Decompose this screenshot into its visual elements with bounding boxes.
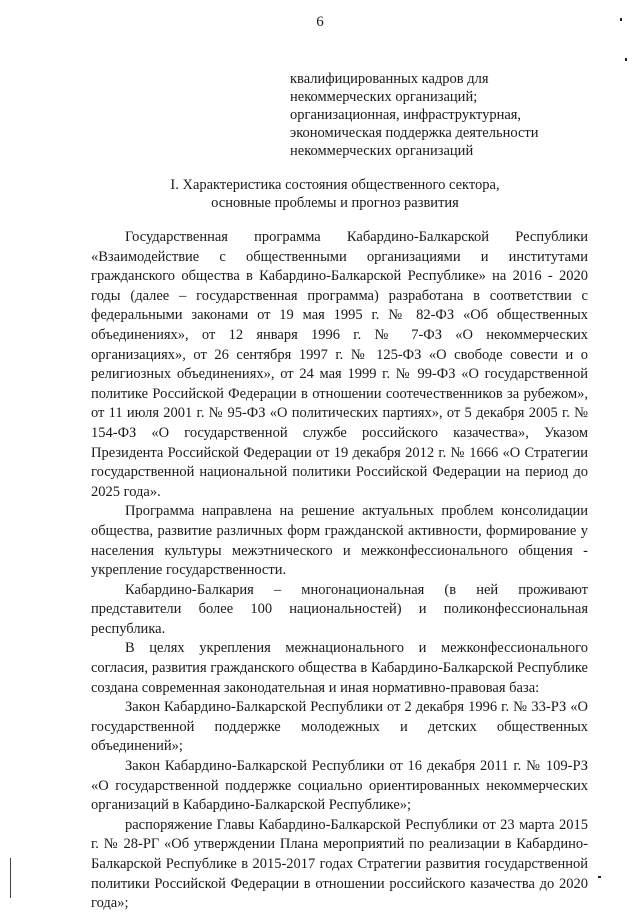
scan-mark	[625, 58, 627, 61]
section-heading-line: основные проблемы и прогноз развития	[211, 195, 459, 211]
continued-line: квалифицированных кадров для	[290, 71, 489, 87]
paragraph: В целях укрепления межнационального и межконфессионального согласия, развития гражданского общества в Кабардино-Балкарской Республике создана современная законодательная и иная нормативно-правовая база:	[91, 640, 588, 696]
paragraph: Закон Кабардино-Балкарской Республики от 16 декабря 2011 г. № 109-РЗ «О государственной поддержке социально ориентированных некоммерческих организаций в Кабардино-Балкарской Республике»;	[91, 758, 588, 814]
paragraph: Закон Кабардино-Балкарской Республики от 2 декабря 1996 г. № 33-РЗ «О государственной поддержке молодежных и детских общественных объединений»;	[91, 699, 588, 755]
continued-line: организационная, инфраструктурная,	[290, 107, 522, 123]
section-heading	[80, 176, 590, 212]
scan-mark	[10, 858, 11, 898]
continued-list-block	[290, 70, 580, 160]
scan-mark	[598, 876, 601, 878]
paragraph: Кабардино-Балкария – многонациональная (в ней проживают представители более 100 национальностей) и поликонфессиональная республика.	[91, 581, 588, 637]
body-text	[91, 228, 588, 914]
continued-line: некоммерческих организаций	[290, 143, 474, 159]
scan-mark	[620, 18, 622, 21]
page-number: 6	[316, 14, 324, 30]
continued-line: экономическая поддержка деятельности	[290, 125, 539, 141]
continued-line: некоммерческих организаций;	[290, 89, 478, 105]
paragraph: Государственная программа Кабардино-Балкарской Республики «Взаимодействие с общественными организациями и институтами гражданского общества в Кабардино-Балкарской Республике» на 2016 - 2020 годы (далее – государственная программа) разработана в соответствии с федеральными законами от 19 мая 1995 г. № 82-ФЗ «Об общественных объединениях», от 12 января 1996 г. № 7-ФЗ «О некоммерческих организациях», от 26 сентября 1997 г. № 125-ФЗ «О свободе совести и о религиозных объединениях», от 24 мая 1999 г. № 99-ФЗ «О государственной политике Российской Федерации в отношении соотечественников за рубежом», от 11 июля 2001 г. № 95-ФЗ «О политических партиях», от 5 декабря 2005 г. № 154-ФЗ «О государственной службе российского казачества», Указом Президента Российской Федерации от 19 декабря 2012 г. № 1666 «О Стратегии государственной национальной политики Российской Федерации на период до 2025 года».	[91, 229, 588, 500]
paragraph: Программа направлена на решение актуальных проблем консолидации общества, развитие различных форм гражданской активности, формирование у населения культуры межэтнического и межконфессионального общения - укрепление государственности.	[91, 503, 588, 579]
paragraph: распоряжение Главы Кабардино-Балкарской Республики от 23 марта 2015 г. № 28-РГ «Об утверждении Плана мероприятий по реализации в Кабардино-Балкарской Республике в 2015-2017 годах Стратегии развития государственной политики Российской Федерации в отношении российского казачества до 2020 года»;	[91, 816, 588, 912]
section-heading-line: I. Характеристика состояния общественного сектора,	[170, 177, 500, 193]
